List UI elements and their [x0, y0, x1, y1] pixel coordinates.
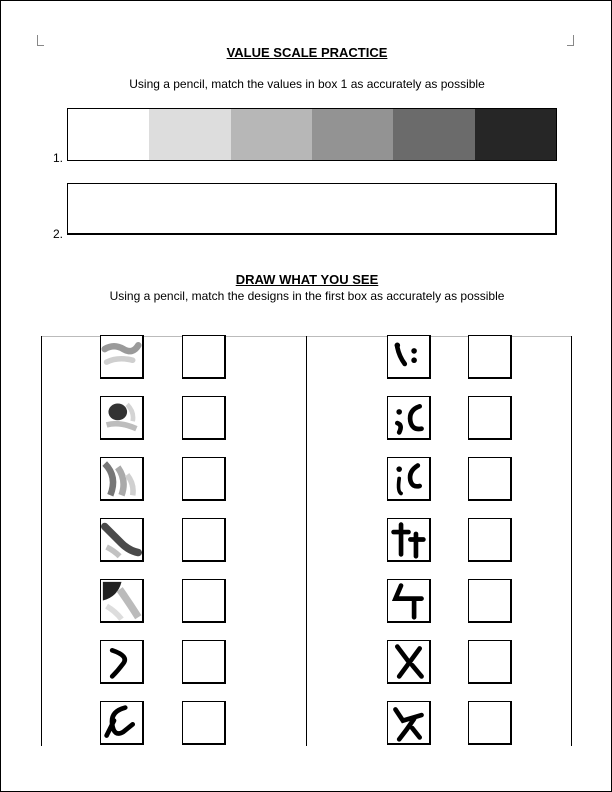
- left-drawing-box-5[interactable]: [182, 579, 226, 623]
- left-drawing-box-4[interactable]: [182, 518, 226, 562]
- row-label-1: 1.: [53, 151, 64, 165]
- right-model-box-4: [387, 518, 431, 562]
- dot-and-arc-design: [388, 458, 429, 499]
- right-drawing-box-5[interactable]: [468, 579, 512, 623]
- grid-right-border: [571, 336, 572, 746]
- value-scale-title: VALUE SCALE PRACTICE: [226, 45, 388, 60]
- right-model-box-3: [387, 457, 431, 501]
- value-swatch-2: [149, 109, 230, 160]
- value-scale-practice-box[interactable]: [67, 183, 557, 235]
- bent-bar-design: [388, 580, 429, 621]
- gray-smudge-design: [101, 458, 142, 499]
- value-scale-bar: [67, 108, 557, 161]
- row-label-2: 2.: [53, 227, 64, 241]
- diagonal-smudge-design: [101, 519, 142, 560]
- right-drawing-box-3[interactable]: [468, 457, 512, 501]
- right-model-box-6: [387, 640, 431, 684]
- left-drawing-box-1[interactable]: [182, 335, 226, 379]
- value-swatch-6: [475, 109, 556, 160]
- right-model-box-2: [387, 396, 431, 440]
- curve-mark-design: [101, 641, 142, 682]
- left-model-box-6: [100, 640, 144, 684]
- draw-section-instruction: Using a pencil, match the designs in the first box as accurately as possible: [109, 289, 505, 303]
- right-model-box-7: [387, 701, 431, 745]
- value-scale-instruction: Using a pencil, match the values in box 1 as accurately as possible: [129, 77, 485, 91]
- draw-section-title: DRAW WHAT YOU SEE: [235, 272, 379, 287]
- percent-mark-design: [388, 641, 429, 682]
- right-model-box-1: [387, 335, 431, 379]
- left-model-box-7: [100, 701, 144, 745]
- angled-mark-design: [388, 702, 429, 743]
- right-drawing-box-1[interactable]: [468, 335, 512, 379]
- corner-blot-design: [101, 580, 142, 621]
- value-swatch-3: [231, 109, 312, 160]
- right-drawing-box-7[interactable]: [468, 701, 512, 745]
- value-swatch-4: [312, 109, 393, 160]
- left-model-box-1: [100, 335, 144, 379]
- grid-center-divider: [306, 336, 307, 746]
- hook-mark-design: [101, 702, 142, 743]
- left-drawing-box-3[interactable]: [182, 457, 226, 501]
- left-model-box-4: [100, 518, 144, 562]
- right-drawing-box-2[interactable]: [468, 396, 512, 440]
- right-drawing-box-6[interactable]: [468, 640, 512, 684]
- right-model-box-5: [387, 579, 431, 623]
- gray-streak-design: [101, 336, 142, 377]
- dark-blot-design: [101, 397, 142, 438]
- value-swatch-1: [68, 109, 149, 160]
- comma-curve-design: [388, 397, 429, 438]
- left-drawing-box-2[interactable]: [182, 396, 226, 440]
- left-model-box-2: [100, 396, 144, 440]
- tee-bar-design: [388, 519, 429, 560]
- right-drawing-box-4[interactable]: [468, 518, 512, 562]
- left-model-box-3: [100, 457, 144, 501]
- left-drawing-box-7[interactable]: [182, 701, 226, 745]
- grid-left-border: [41, 336, 42, 746]
- dots-and-dash-design: [388, 336, 429, 377]
- left-drawing-box-6[interactable]: [182, 640, 226, 684]
- value-swatch-5: [393, 109, 474, 160]
- left-model-box-5: [100, 579, 144, 623]
